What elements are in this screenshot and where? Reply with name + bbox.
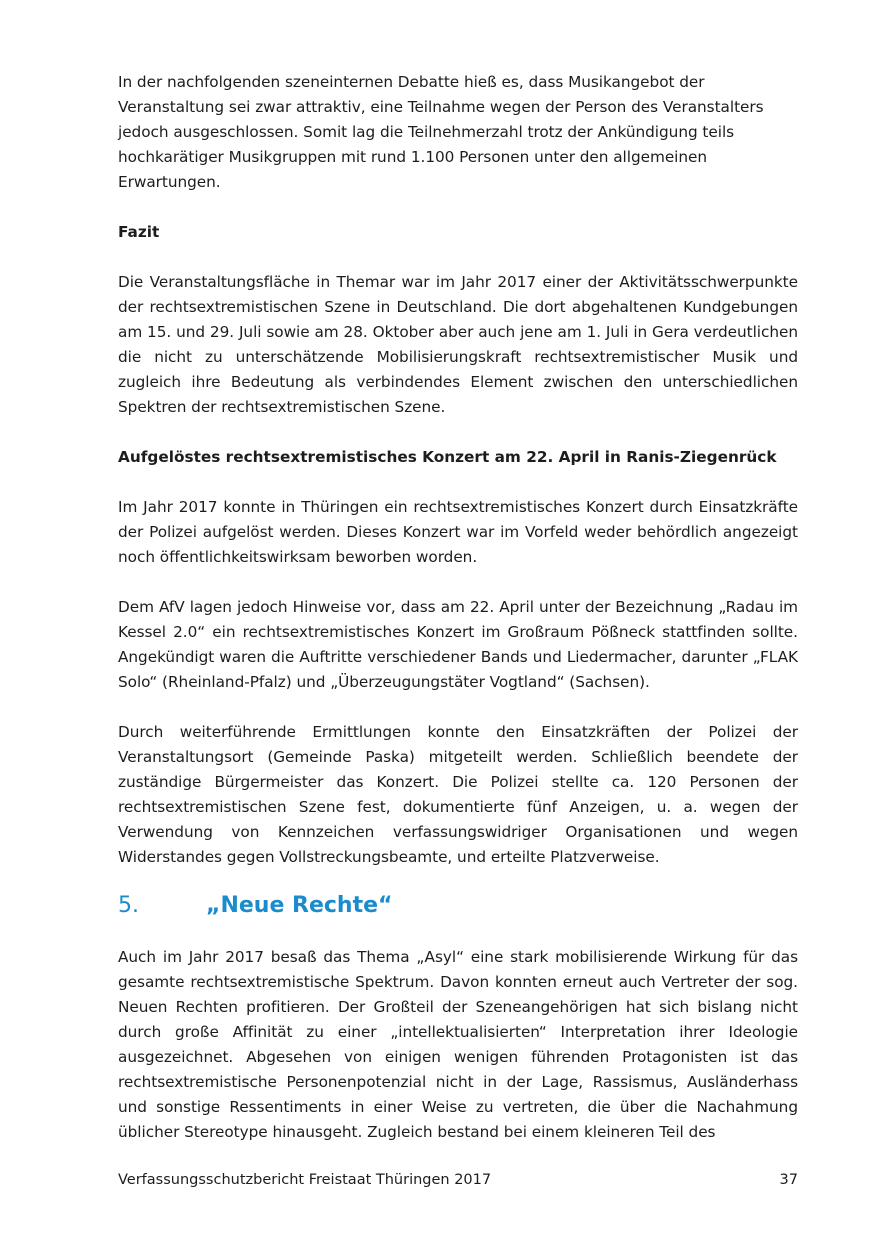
konzert-paragraph-1: Im Jahr 2017 konnte in Thüringen ein rechtsextremistisches Konzert durch Einsatzkräfte der Polizei aufgelöst werden. Dieses Konzert war im Vorfeld weder behördlich angezeigt noch öffentlichkeitswirksam beworben worden. (118, 498, 798, 566)
chapter-paragraph: Auch im Jahr 2017 besaß das Thema „Asyl“ eine stark mobilisierende Wirkung für das gesamte rechtsextremistische Spektrum. Davon konnten erneut auch Vertreter der sog. Neuen Rechten profitieren. Der Großteil der Szeneangehörigen hat sich bislang nicht durch große Affinität zu einer „intellektualisierten“ Interpretation ihrer Ideologie ausgezeichnet. Abgesehen von einigen wenigen führenden Protagonisten ist das rechtsextremistische Personenpotenzial nicht in der Lage, Rassismus, Ausländerhass und sonstige Ressentiments in einer Weise zu vertreten, die über die Nachahmung üblicher Stereotype hinausgeht. Zugleich bestand bei einem kleineren Teil des (118, 948, 798, 1141)
chapter-heading (118, 891, 798, 921)
chapter-number: 5. (118, 893, 139, 918)
konzert-paragraph-3: Durch weiterführende Ermittlungen konnte den Einsatzkräften der Polizei der Veranstaltungsort (Gemeinde Paska) mitgeteilt werden. Schließlich beendete der zuständige Bürgermeister das Konzert. Die Polizei stellte ca. 120 Personen der rechtsextremistischen Szene fest, dokumentierte fünf Anzeigen, u. a. wegen der Verwendung von Kennzeichen verfassungswidriger Organisationen und wegen Widerstandes gegen Vollstreckungsbeamte, und erteilte Platzverweise. (118, 723, 798, 866)
fazit-heading: Fazit (118, 223, 160, 241)
intro-paragraph: In der nachfolgenden szeneinternen Debatte hieß es, dass Musikangebot der Veranstaltung sei zwar attraktiv, eine Teilnahme wegen der Person des Veranstalters jedoch ausgeschlossen. Somit lag die Teilnehmerzahl trotz der Ankündigung teils hochkarätiger Musikgruppen mit rund 1.100 Personen unter den allgemeinen Erwartungen. (118, 73, 764, 191)
footer-publication: Verfassungsschutzbericht Freistaat Thüringen 2017 (118, 1172, 492, 1188)
konzert-paragraph-2: Dem AfV lagen jedoch Hinweise vor, dass am 22. April unter der Bezeichnung „Radau im Kessel 2.0“ ein rechtsextremistisches Konzert im Großraum Pößneck stattfinden sollte. Angekündigt waren die Auftritte verschiedener Bands und Liedermacher, darunter „FLAK Solo“ (Rheinland-Pfalz) und „Überzeugungstäter Vogtland“ (Sachsen). (118, 598, 798, 691)
page-footer (118, 1170, 798, 1190)
page-number: 37 (779, 1172, 798, 1188)
page-body (118, 70, 798, 1170)
konzert-heading: Aufgelöstes rechtsextremistisches Konzert am 22. April in Ranis-Ziegenrück (118, 448, 777, 466)
fazit-paragraph: Die Veranstaltungsfläche in Themar war im Jahr 2017 einer der Aktivitätsschwerpunkte der rechtsextremistischen Szene in Deutschland. Die dort abgehaltenen Kundgebungen am 15. und 29. Juli sowie am 28. Oktober aber auch jene am 1. Juli in Gera verdeutlichen die nicht zu unterschätzende Mobilisierungskraft rechtsextremistischer Musik und zugleich ihre Bedeutung als verbindendes Element zwischen den unterschiedlichen Spektren der rechtsextremistischen Szene. (118, 273, 798, 416)
chapter-title: „Neue Rechte“ (206, 893, 393, 918)
